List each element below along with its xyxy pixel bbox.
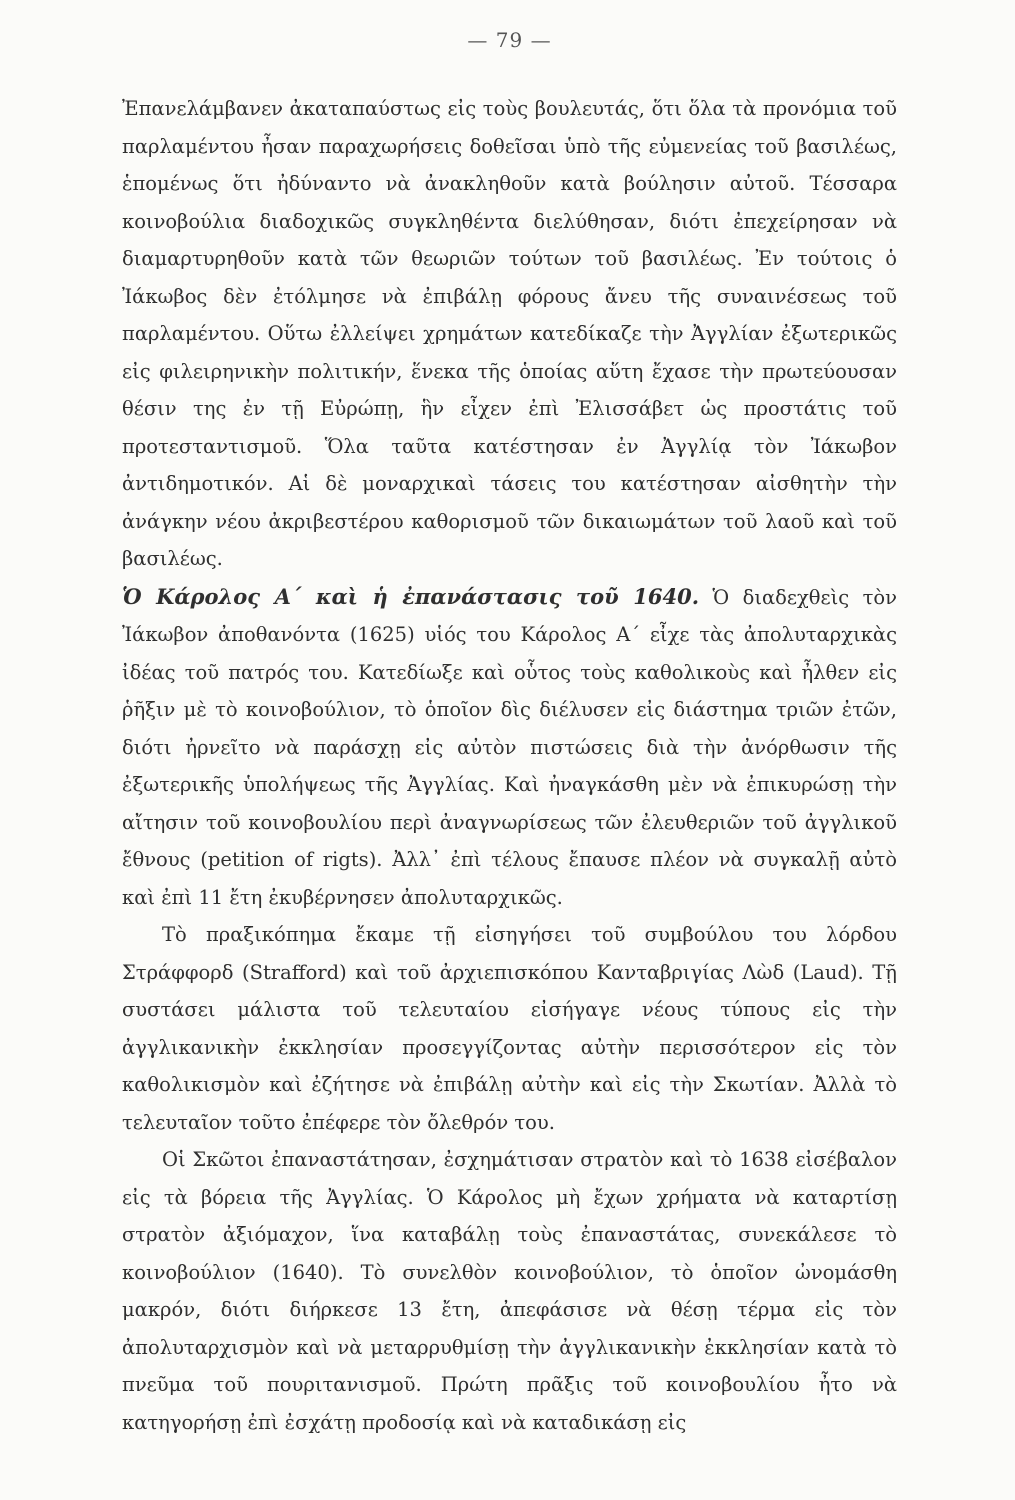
paragraph-2-text: Ὁ διαδεχθεὶς τὸν Ἰάκωβον ἀποθανόντα (1625) υἱός του Κάρολος Α΄ εἶχε τὰς ἀπολυταρχικὰς ἰδέας τοῦ πατρός του. Κατεδίωξε καὶ οὗτος τοὺς καθολικοὺς καὶ ἦλθεν εἰς ῥῆξιν μὲ τὸ κοινοβούλιον, τὸ ὁποῖον δὶς διέλυσεν εἰς διάστημα τριῶν ἐτῶν, διότι ἠρνεῖτο νὰ παράσχῃ εἰς αὐτὸν πιστώσεις διὰ τὴν ἀνόρθωσιν τῆς ἐξωτερικῆς ὑπολήψεως τῆς Ἀγγλίας. Καὶ ἠναγκάσθη μὲν νὰ ἐπικυρώσῃ τὴν αἴτησιν τοῦ κοινοβουλίου περὶ ἀναγνωρίσεως τῶν ἐλευθεριῶν τοῦ ἀγγλικοῦ ἔθνους (petition of rigts). Ἀλλ᾽ ἐπὶ τέλους ἔπαυσε πλέον νὰ συγκαλῇ αὐτὸ καὶ ἐπὶ 11 ἔτη ἐκυβέρνησεν ἀπολυταρχικῶς.: [122, 585, 898, 909]
page-body: [122, 90, 897, 1441]
paragraph-3: Τὸ πραξικόπημα ἔκαμε τῇ εἰσηγήσει τοῦ συμβούλου του λόρδου Στράφφορδ (Strafford) καὶ τοῦ ἀρχιεπισκόπου Κανταβριγίας Λὼδ (Laud). Τῇ συστάσει μάλιστα τοῦ τελευταίου εἰσήγαγε νέους τύπους εἰς τὴν ἀγγλικανικὴν ἐκκλησίαν προσεγγίζοντας αὐτὴν περισσότερον εἰς τὸν καθολικισμὸν καὶ ἐζήτησε νὰ ἐπιβάλῃ αὐτὴν καὶ εἰς τὴν Σκωτίαν. Ἀλλὰ τὸ τελευταῖον τοῦτο ἐπέφερε τὸν ὄλεθρόν του.: [122, 923, 897, 1134]
paragraph-2: [122, 578, 897, 917]
paragraph-1: Ἐπανελάμβανεν ἀκαταπαύστως εἰς τοὺς βουλευτάς, ὅτι ὅλα τὰ προνόμια τοῦ παρλαμέντου ἦσαν παραχωρήσεις δοθεῖσαι ὑπὸ τῆς εὐμενείας τοῦ βασιλέως, ἑπομένως ὅτι ἠδύναντο νὰ ἀνακληθοῦν κατὰ βούλησιν αὐτοῦ. Τέσσαρα κοινοβούλια διαδοχικῶς συγκληθέντα διελύθησαν, διότι ἐπεχείρησαν νὰ διαμαρτυρηθοῦν κατὰ τῶν θεωριῶν τούτων τοῦ βασιλέως. Ἐν τούτοις ὁ Ἰάκωβος δὲν ἐτόλμησε νὰ ἐπιβάλῃ φόρους ἄνευ τῆς συναινέσεως τοῦ παρλαμέντου. Οὕτω ἐλλείψει χρημάτων κατεδίκαζε τὴν Ἀγγλίαν ἐξωτερικῶς εἰς φιλειρηνικὴν πολιτικήν, ἕνεκα τῆς ὁποίας αὕτη ἔχασε τὴν πρωτεύουσαν θέσιν της ἐν τῇ Εὐρώπῃ, ἣν εἶχεν ἐπὶ Ἐλισσάβετ ὡς προστάτις τοῦ προτεσταντισμοῦ. Ὅλα ταῦτα κατέστησαν ἐν Ἀγγλίᾳ τὸν Ἰάκωβον ἀντιδημοτικόν. Αἱ δὲ μοναρχικαὶ τάσεις του κατέστησαν αἰσθητὴν τὴν ἀνάγκην νέου ἀκριβεστέρου καθορισμοῦ τῶν δικαιωμάτων τοῦ λαοῦ καὶ τοῦ βασιλέως.: [122, 97, 897, 570]
paragraph-4: Οἱ Σκῶτοι ἐπαναστάτησαν, ἐσχημάτισαν στρατὸν καὶ τὸ 1638 εἰσέβαλον εἰς τὰ βόρεια τῆς Ἀγγλίας. Ὁ Κάρολος μὴ ἔχων χρήματα νὰ καταρτίσῃ στρατὸν ἀξιόμαχον, ἵνα καταβάλῃ τοὺς ἐπαναστάτας, συνεκάλεσε τὸ κοινοβούλιον (1640). Τὸ συνελθὸν κοινοβούλιον, τὸ ὁποῖον ὠνομάσθη μακρόν, διότι διήρκεσε 13 ἔτη, ἀπεφάσισε νὰ θέσῃ τέρμα εἰς τὸν ἀπολυταρχισμὸν καὶ νὰ μεταρρυθμίσῃ τὴν ἀγγλικανικὴν ἐκκλησίαν κατὰ τὸ πνεῦμα τοῦ πουριτανισμοῦ. Πρώτη πρᾶξις τοῦ κοινοβουλίου ἦτο νὰ κατηγορήσῃ ἐπὶ ἐσχάτῃ προδοσίᾳ καὶ νὰ καταδικάσῃ εἰς: [122, 1148, 897, 1434]
page-number: — 79 —: [467, 28, 552, 52]
section-heading: Ὁ Κάρολος Α΄ καὶ ἡ ἐπανάστασις τοῦ 1640.: [122, 583, 700, 609]
